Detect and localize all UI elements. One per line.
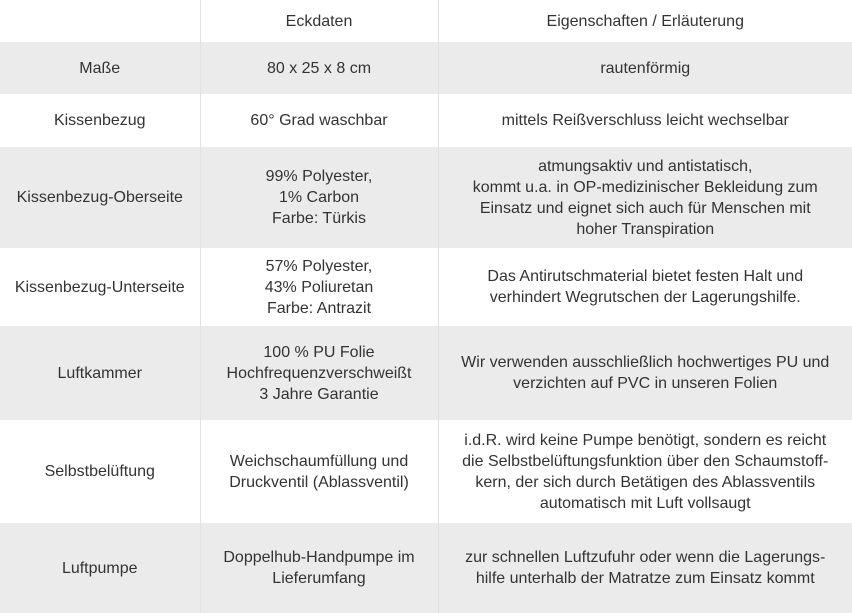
- eckdaten-line: 57% Polyester,: [265, 257, 373, 275]
- row-eckdaten: [200, 420, 438, 523]
- row-label: Maße: [79, 59, 121, 77]
- row-label: Kissenbezug-Oberseite: [16, 189, 183, 206]
- eigenschaften-line: verhindert Wegrutschen der Lagerungshilfe.: [489, 289, 801, 306]
- eckdaten-line: Druckventil (Ablassventil): [229, 473, 409, 491]
- eigenschaften-line: kommt u.a. in OP-medizinischer Bekleidung zum: [472, 178, 818, 196]
- eigenschaften-line: kern, der sich durch Betätigen des Ablassventils: [475, 473, 816, 491]
- row-label: Luftpumpe: [61, 559, 138, 577]
- header-row: [0, 0, 852, 42]
- eckdaten-line: 1% Carbon: [278, 189, 360, 206]
- row-eckdaten: [200, 42, 438, 94]
- eckdaten-line: 43% Poliuretan: [264, 278, 374, 296]
- row-eigenschaften: [438, 42, 852, 94]
- eckdaten-line: Hochfrequenzverschweißt: [226, 364, 412, 382]
- row-label: Kissenbezug-Unterseite: [14, 278, 185, 296]
- eigenschaften-line: mittels Reißverschluss leicht wechselbar: [501, 112, 789, 129]
- header-eckdaten: Eckdaten: [200, 0, 438, 42]
- eigenschaften-line: zur schnellen Luftzufuhr oder wenn die Lagerungs-: [465, 549, 826, 566]
- eigenschaften-line: atmungsaktiv und antistatisch,: [538, 157, 753, 175]
- row-eigenschaften: [438, 523, 852, 613]
- row-eckdaten: [200, 94, 438, 147]
- eigenschaften-line: verzichten auf PVC in unseren Folien: [513, 375, 778, 392]
- eigenschaften-line: Wir verwenden ausschließlich hochwertiges PU und: [461, 354, 830, 371]
- eckdaten-line: 99% Polyester,: [265, 168, 373, 185]
- header-label: [0, 0, 200, 42]
- table-row-kissenbezug: [0, 94, 852, 147]
- row-eckdaten: [200, 326, 438, 420]
- row-label: Kissenbezug: [53, 112, 146, 129]
- table-row-luftpumpe: [0, 523, 852, 613]
- eckdaten-line: 3 Jahre Garantie: [259, 385, 379, 403]
- row-eckdaten: [200, 147, 438, 248]
- row-eigenschaften: [438, 94, 852, 147]
- eckdaten-line: Doppelhub-Handpumpe im: [223, 549, 415, 566]
- table-row-luftkammer: [0, 326, 852, 420]
- eigenschaften-line: die Selbstbelüftungsfunktion über den Schaumstoff-: [462, 452, 829, 470]
- eckdaten-line: Weichschaumfüllung und: [229, 452, 409, 470]
- eigenschaften-line: Einsatz und eignet sich auch für Menschen mit: [479, 199, 811, 217]
- eckdaten-line: Farbe: Antrazit: [266, 299, 372, 317]
- eckdaten-line: Farbe: Türkis: [272, 210, 366, 227]
- table-row-kissenbezug-unterseite: [0, 248, 852, 326]
- eckdaten-line: 80 x 25 x 8 cm: [266, 59, 372, 77]
- row-eigenschaften: [438, 248, 852, 326]
- eigenschaften-line: hoher Transpiration: [576, 220, 715, 238]
- eckdaten-line: 100 % PU Folie: [263, 343, 375, 361]
- eigenschaften-line: hilfe unterhalb der Matratze zum Einsatz kommt: [475, 570, 815, 587]
- row-eckdaten: [200, 248, 438, 326]
- eckdaten-line: 60° Grad waschbar: [250, 112, 388, 129]
- row-eigenschaften: [438, 147, 852, 248]
- eigenschaften-line: Das Antirutschmaterial bietet festen Halt und: [487, 268, 804, 285]
- table-row-selbstbelueftung: [0, 420, 852, 523]
- row-eigenschaften: [438, 420, 852, 523]
- header-eigenschaften: Eigenschaften / Erläuterung: [438, 0, 852, 42]
- row-eigenschaften: [438, 326, 852, 420]
- eigenschaften-line: automatisch mit Luft vollsaugt: [539, 494, 751, 512]
- row-label: Selbstbelüftung: [44, 463, 155, 480]
- eckdaten-line: Lieferumfang: [272, 570, 366, 587]
- row-eckdaten: [200, 523, 438, 613]
- eigenschaften-line: rautenförmig: [600, 59, 691, 77]
- row-label: Luftkammer: [57, 364, 142, 382]
- eigenschaften-line: i.d.R. wird keine Pumpe benötigt, sondern es reicht: [464, 431, 827, 449]
- table-row-kissenbezug-oberseite: [0, 147, 852, 248]
- table-row-masse: [0, 42, 852, 94]
